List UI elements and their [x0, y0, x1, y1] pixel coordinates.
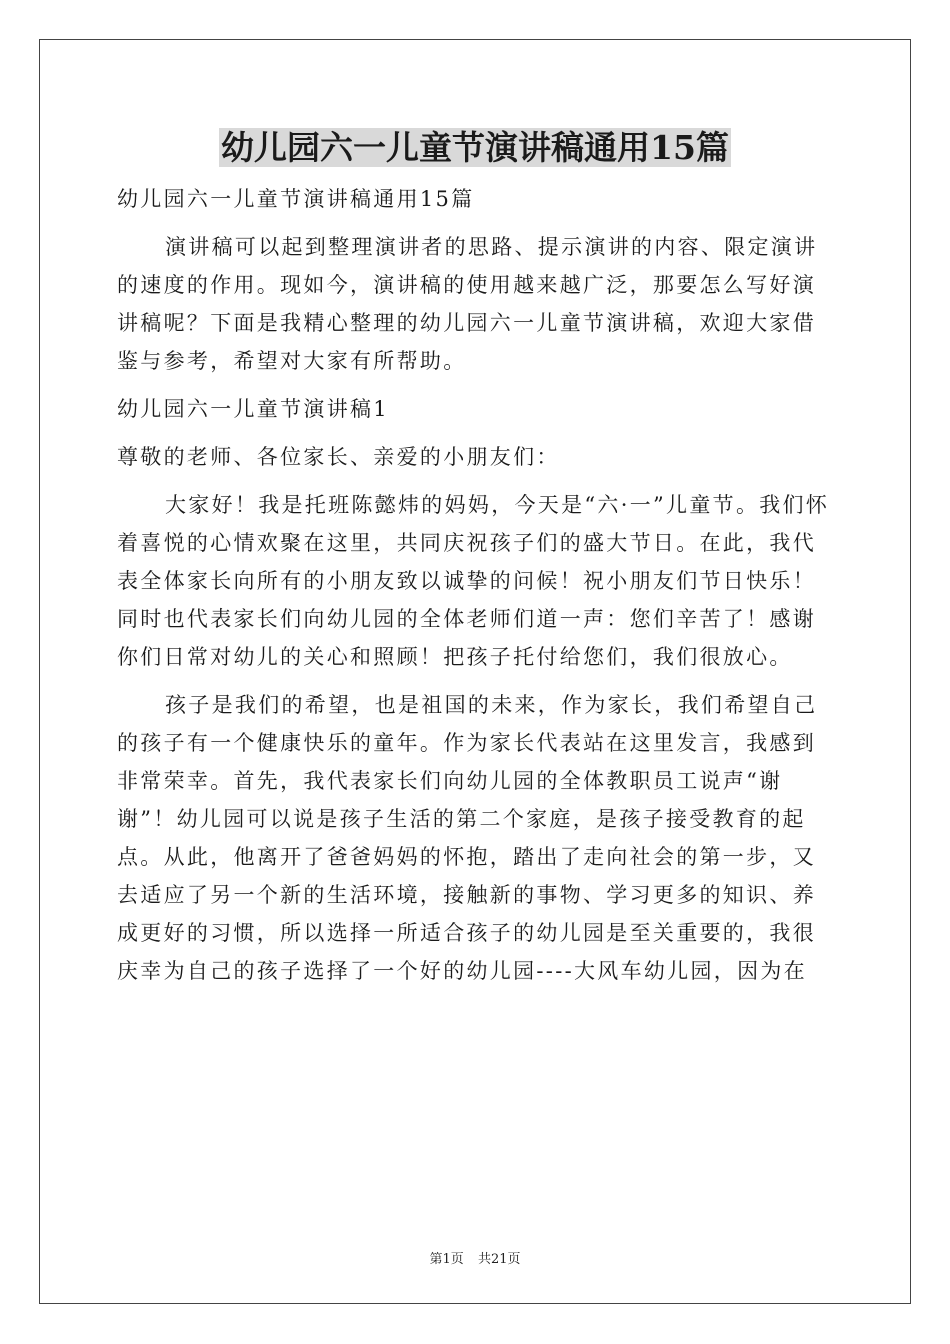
body-paragraph: 孩子是我们的希望，也是祖国的未来，作为家长，我们希望自己的孩子有一个健康快乐的童年。作为家长代表站在这里发言，我感到非常荣幸。首先，我代表家长们向幼儿园的全体教职员工说声“谢谢”！幼儿园可以说是孩子生活的第二个家庭，是孩子接受教育的起点。从此，他离开了爸爸妈妈的怀抱，踏出了走向社会的第一步，又去适应了另一个新的生活环境，接触新的事物、学习更多的知识、养成更好的习惯，所以选择一所适合孩子的幼儿园是至关重要的，我很庆幸为自己的孩子选择了一个好的幼儿园----大风车幼儿园，因为在 — [117, 693, 818, 983]
section-heading: 幼儿园六一儿童节演讲稿1 — [117, 397, 389, 421]
page-total: 共21页 — [477, 1252, 521, 1267]
document-body — [117, 180, 837, 990]
page-footer — [0, 1248, 950, 1267]
salutation: 尊敬的老师、各位家长、亲爱的小朋友们： — [117, 445, 560, 469]
page-number: 第1页 — [429, 1252, 464, 1267]
page-title: 幼儿园六一儿童节演讲稿通用15篇 — [221, 128, 729, 167]
intro-paragraph: 演讲稿可以起到整理演讲者的思路、提示演讲的内容、限定演讲的速度的作用。现如今，演讲稿的使用越来越广泛，那要怎么写好演讲稿呢？下面是我精心整理的幼儿园六一儿童节演讲稿，欢迎大家借鉴与参考，希望对大家有所帮助。 — [117, 235, 818, 373]
subtitle-paragraph: 幼儿园六一儿童节演讲稿通用15篇 — [117, 187, 475, 211]
body-paragraph: 大家好！我是托班陈懿炜的妈妈，今天是“六·一”儿童节。我们怀着喜悦的心情欢聚在这里，共同庆祝孩子们的盛大节日。在此，我代表全体家长向所有的小朋友致以诚挚的问候！祝小朋友们节日快乐！同时也代表家长们向幼儿园的全体老师们道一声：您们辛苦了！感谢你们日常对幼儿的关心和照顾！把孩子托付给您们，我们很放心。 — [117, 493, 830, 669]
